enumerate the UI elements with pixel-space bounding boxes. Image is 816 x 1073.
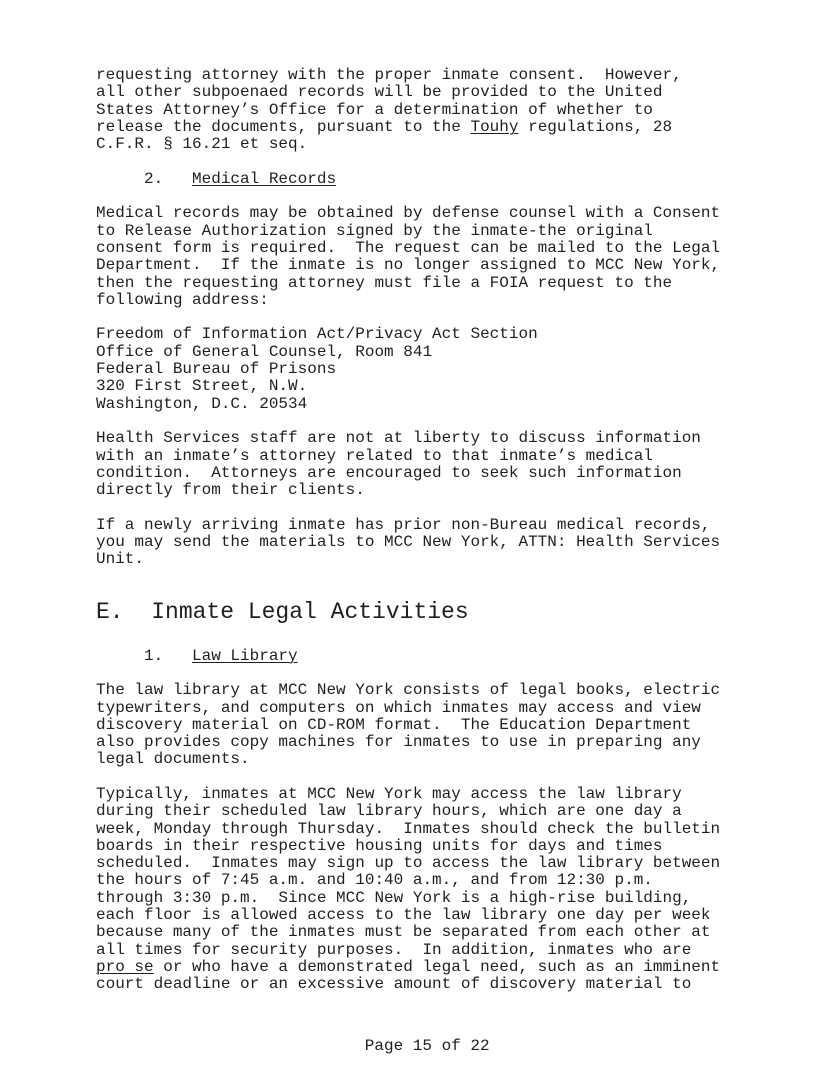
text-line (96, 942, 756, 959)
text-segment: court deadline or an excessive amount of discovery material to (96, 975, 692, 994)
text-segment: regulations, 28 (518, 117, 673, 136)
text-segment: E. Inmate Legal Activities (96, 598, 469, 625)
text-line (96, 734, 756, 751)
underlined-text: Law Library (192, 646, 298, 665)
text-segment: legal documents. (96, 750, 250, 769)
text-line (96, 84, 756, 101)
paragraph-subpoenaed-records (96, 67, 756, 153)
text-line (96, 378, 756, 395)
text-line (96, 597, 756, 627)
text-line (96, 448, 756, 465)
text-segment: the hours of 7:45 a.m. and 10:40 a.m., and from 12:30 p.m. (96, 871, 653, 890)
text-segment: Unit. (96, 550, 145, 569)
text-segment: also provides copy machines for inmates to use in preparing any (96, 733, 701, 752)
foia-address-block (96, 326, 756, 412)
text-segment: 2. (96, 169, 193, 188)
text-segment: to Release Authorization signed by the inmate-the original (96, 221, 653, 240)
paragraph-health-services (96, 430, 756, 499)
text-line (96, 907, 756, 924)
text-segment: consent form is required. The request can be mailed to the Legal (96, 238, 721, 257)
text-segment: scheduled. Inmates may sign up to access the law library between (96, 854, 721, 873)
text-line (96, 682, 756, 699)
text-segment: Freedom of Information Act/Privacy Act Section (96, 325, 538, 344)
text-line (96, 717, 756, 734)
text-segment: The law library at MCC New York consists of legal books, electric (96, 681, 721, 700)
underlined-text: Medical Records (192, 169, 337, 188)
text-segment: Department. If the inmate is no longer assigned to MCC New York, (96, 256, 721, 275)
text-line (96, 482, 756, 499)
text-line (96, 465, 756, 482)
text-line (96, 890, 756, 907)
text-line (96, 430, 756, 447)
text-segment: Health Services staff are not at liberty to discuss information (96, 429, 701, 448)
text-segment: then the requesting attorney must file a FOIA request to the (96, 273, 673, 292)
text-segment: requesting attorney with the proper inmate consent. However, (96, 66, 682, 84)
paragraph-arriving-inmate (96, 517, 756, 569)
text-segment: 320 First Street, N.W. (96, 377, 308, 396)
text-line (96, 292, 756, 309)
paragraph-law-library-access (96, 786, 756, 994)
text-segment: 1. (96, 646, 193, 665)
text-segment: release the documents, pursuant to the (96, 117, 471, 136)
text-line (96, 821, 756, 838)
text-line (96, 838, 756, 855)
text-line (96, 102, 756, 119)
text-line (96, 803, 756, 820)
page-footer (0, 1021, 816, 1073)
page-number: Page 15 of 22 (364, 1037, 490, 1056)
paragraph-medical-records (96, 205, 756, 309)
text-line (96, 344, 756, 361)
text-segment: you may send the materials to MCC New York, ATTN: Health Services (96, 533, 721, 552)
text-line (96, 872, 756, 889)
text-segment: directly from their clients. (96, 481, 365, 500)
text-segment: Office of General Counsel, Room 841 (96, 342, 433, 361)
text-line (96, 648, 756, 665)
text-segment: week, Monday through Thursday. Inmates should check the bulletin (96, 819, 721, 838)
text-line (96, 223, 756, 240)
text-segment: with an inmate’s attorney related to that inmate’s medical (96, 446, 653, 465)
underlined-text: Touhy (470, 117, 519, 136)
text-segment: all other subpoenaed records will be provided to the United (96, 83, 663, 102)
text-segment: or who have a demonstrated legal need, such as an imminent (153, 957, 721, 976)
text-line (96, 396, 756, 413)
heading-inmate-legal-activities (96, 597, 756, 627)
paragraph-law-library (96, 682, 756, 768)
text-line (96, 517, 756, 534)
text-line (96, 959, 756, 976)
text-line (96, 855, 756, 872)
text-line (96, 205, 756, 222)
text-segment: following address: (96, 290, 269, 309)
heading-medical-records (96, 171, 756, 188)
text-segment: discovery material on CD-ROM format. The Education Department (96, 715, 692, 734)
text-line (96, 786, 756, 803)
text-line (96, 976, 756, 993)
text-segment: boards in their respective housing units for days and times (96, 836, 663, 855)
text-segment: because many of the inmates must be separated from each other at (96, 923, 711, 942)
text-segment: C.F.R. § 16.21 et seq. (96, 135, 308, 154)
text-segment: typewriters, and computers on which inmates may access and view (96, 698, 701, 717)
text-segment: during their scheduled law library hours, which are one day a (96, 802, 682, 821)
text-line (96, 67, 756, 84)
text-line (96, 700, 756, 717)
heading-law-library (96, 648, 756, 665)
text-line (96, 171, 756, 188)
text-line (96, 257, 756, 274)
text-line (96, 136, 756, 153)
text-line (96, 751, 756, 768)
text-segment: If a newly arriving inmate has prior non-Bureau medical records, (96, 515, 711, 534)
underlined-text: pro se (96, 957, 154, 976)
text-segment: Federal Bureau of Prisons (96, 360, 337, 379)
text-line (96, 924, 756, 941)
text-segment: Typically, inmates at MCC New York may access the law library (96, 784, 682, 803)
text-line (96, 326, 756, 343)
text-segment: Washington, D.C. 20534 (96, 394, 308, 413)
text-segment: Medical records may be obtained by defense counsel with a Consent (96, 204, 721, 223)
text-line (96, 119, 756, 136)
text-segment: through 3:30 p.m. Since MCC New York is a high-rise building, (96, 888, 692, 907)
text-segment: States Attorney’s Office for a determination of whether to (96, 100, 653, 119)
text-line (96, 240, 756, 257)
text-line (96, 275, 756, 292)
text-line (96, 361, 756, 378)
text-segment: each floor is allowed access to the law library one day per week (96, 906, 711, 925)
text-segment: condition. Attorneys are encouraged to seek such information (96, 463, 682, 482)
text-line (96, 551, 756, 568)
text-segment: all times for security purposes. In addition, inmates who are (96, 940, 692, 959)
text-line (96, 534, 756, 551)
document-content (96, 67, 756, 1011)
